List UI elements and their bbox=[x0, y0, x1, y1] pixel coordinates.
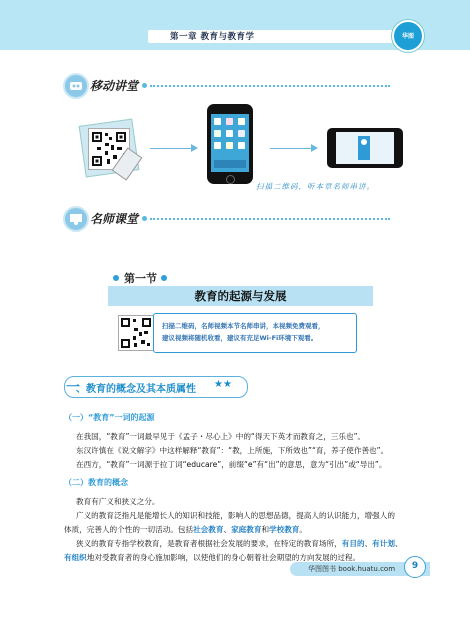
logo-text: 华图 bbox=[401, 33, 414, 40]
highlight-term: 有计划 bbox=[372, 539, 395, 548]
home-button-icon bbox=[226, 175, 235, 184]
text-run: 和 bbox=[261, 525, 270, 534]
phone-screen bbox=[211, 114, 249, 172]
mobile-lecture-icon bbox=[63, 73, 89, 99]
section-divider bbox=[150, 218, 390, 220]
paragraph bbox=[76, 537, 403, 551]
text-run: 体质，完善人的个性的一切活动。包括 bbox=[64, 525, 194, 534]
highlight-term: 有组织 bbox=[64, 553, 87, 562]
heading-one-number: 一 bbox=[66, 380, 80, 396]
text-run: 狭义的教育专指学校教育，是教育者根据社会发展的要求，在特定的教育场所， bbox=[76, 539, 342, 548]
paragraph bbox=[64, 523, 307, 537]
section-dot bbox=[142, 216, 147, 221]
publisher-logo bbox=[392, 20, 424, 52]
highlight-term: 有目的 bbox=[341, 539, 365, 548]
text-run: 、 bbox=[394, 539, 403, 548]
jie-dot-left bbox=[113, 275, 119, 281]
arrow-line bbox=[270, 148, 312, 149]
highlight-term: 学校教育 bbox=[269, 525, 300, 534]
note-line-2: 建议视频将随机收看，建议有充足Wi-Fi环境下观看。 bbox=[162, 334, 318, 342]
text-run: 。 bbox=[299, 525, 307, 534]
chapter-title: 第一章 教育与教育学 bbox=[170, 32, 255, 42]
lesson-title: 教育的起源与发展 bbox=[194, 289, 287, 303]
text-run: 、 bbox=[223, 525, 232, 534]
highlight-term: 家庭教育 bbox=[231, 525, 262, 534]
highlight-term: 社会教育 bbox=[193, 525, 224, 534]
teacher-class-label: 名师课堂 bbox=[90, 212, 139, 226]
lesson-qr-code[interactable] bbox=[118, 315, 154, 351]
note-line-1: 扫描二维码，名师视频本节名师串讲，本视频免费观看， bbox=[162, 322, 325, 330]
jie-dot-right bbox=[161, 275, 167, 281]
teacher-class-icon bbox=[63, 206, 89, 232]
paragraph: 在我国，“教育”一词最早见于《孟子・尽心上》中的“得天下英才而教育之，三乐也”。 bbox=[76, 432, 366, 441]
publisher-link[interactable]: 华图图书 book.huatu.com bbox=[308, 565, 396, 573]
text-run: 、 bbox=[364, 539, 373, 548]
importance-stars: ★★ bbox=[214, 379, 232, 390]
section-divider bbox=[150, 85, 390, 87]
heading-one-title: 、教育的概念及其本质属性 bbox=[76, 384, 196, 395]
video-screen bbox=[336, 132, 394, 164]
paragraph: 教育有广义和狭义之分。 bbox=[76, 497, 160, 506]
paragraph: 东汉许慎在《说文解字》中这样解释“教育”：“教，上所施，下所效也”“育，养子使作善也”。 bbox=[76, 446, 389, 455]
paragraph: 广义的教育泛指凡是能增长人的知识和技能，影响人的思想品德，提高人的认识能力，增强人的 bbox=[76, 511, 395, 520]
scan-hint: 扫描二维码，听本章名师串讲。 bbox=[256, 182, 375, 191]
section-dot bbox=[142, 83, 147, 88]
page-number-badge bbox=[404, 556, 426, 578]
text-run: 地对受教育者的身心施加影响，以使他们的身心朝着社会期望的方向发展的过程。 bbox=[86, 553, 361, 562]
subheading-concept: （二）教育的概念 bbox=[64, 478, 128, 487]
arrow-line bbox=[150, 148, 192, 149]
page-number: 9 bbox=[411, 561, 419, 571]
arrow-right-icon bbox=[311, 144, 318, 152]
subheading-origin: （一）“教育”一词的起源 bbox=[64, 413, 155, 422]
arrow-right-icon bbox=[191, 144, 198, 152]
paragraph: 在西方，“教育”一词源于拉丁词“educare”，前缀“e”有“出”的意思，意为“引出”或“导出”。 bbox=[76, 460, 387, 469]
mobile-lecture-label: 移动讲堂 bbox=[90, 79, 139, 93]
lesson-number: 第一节 bbox=[124, 272, 157, 285]
